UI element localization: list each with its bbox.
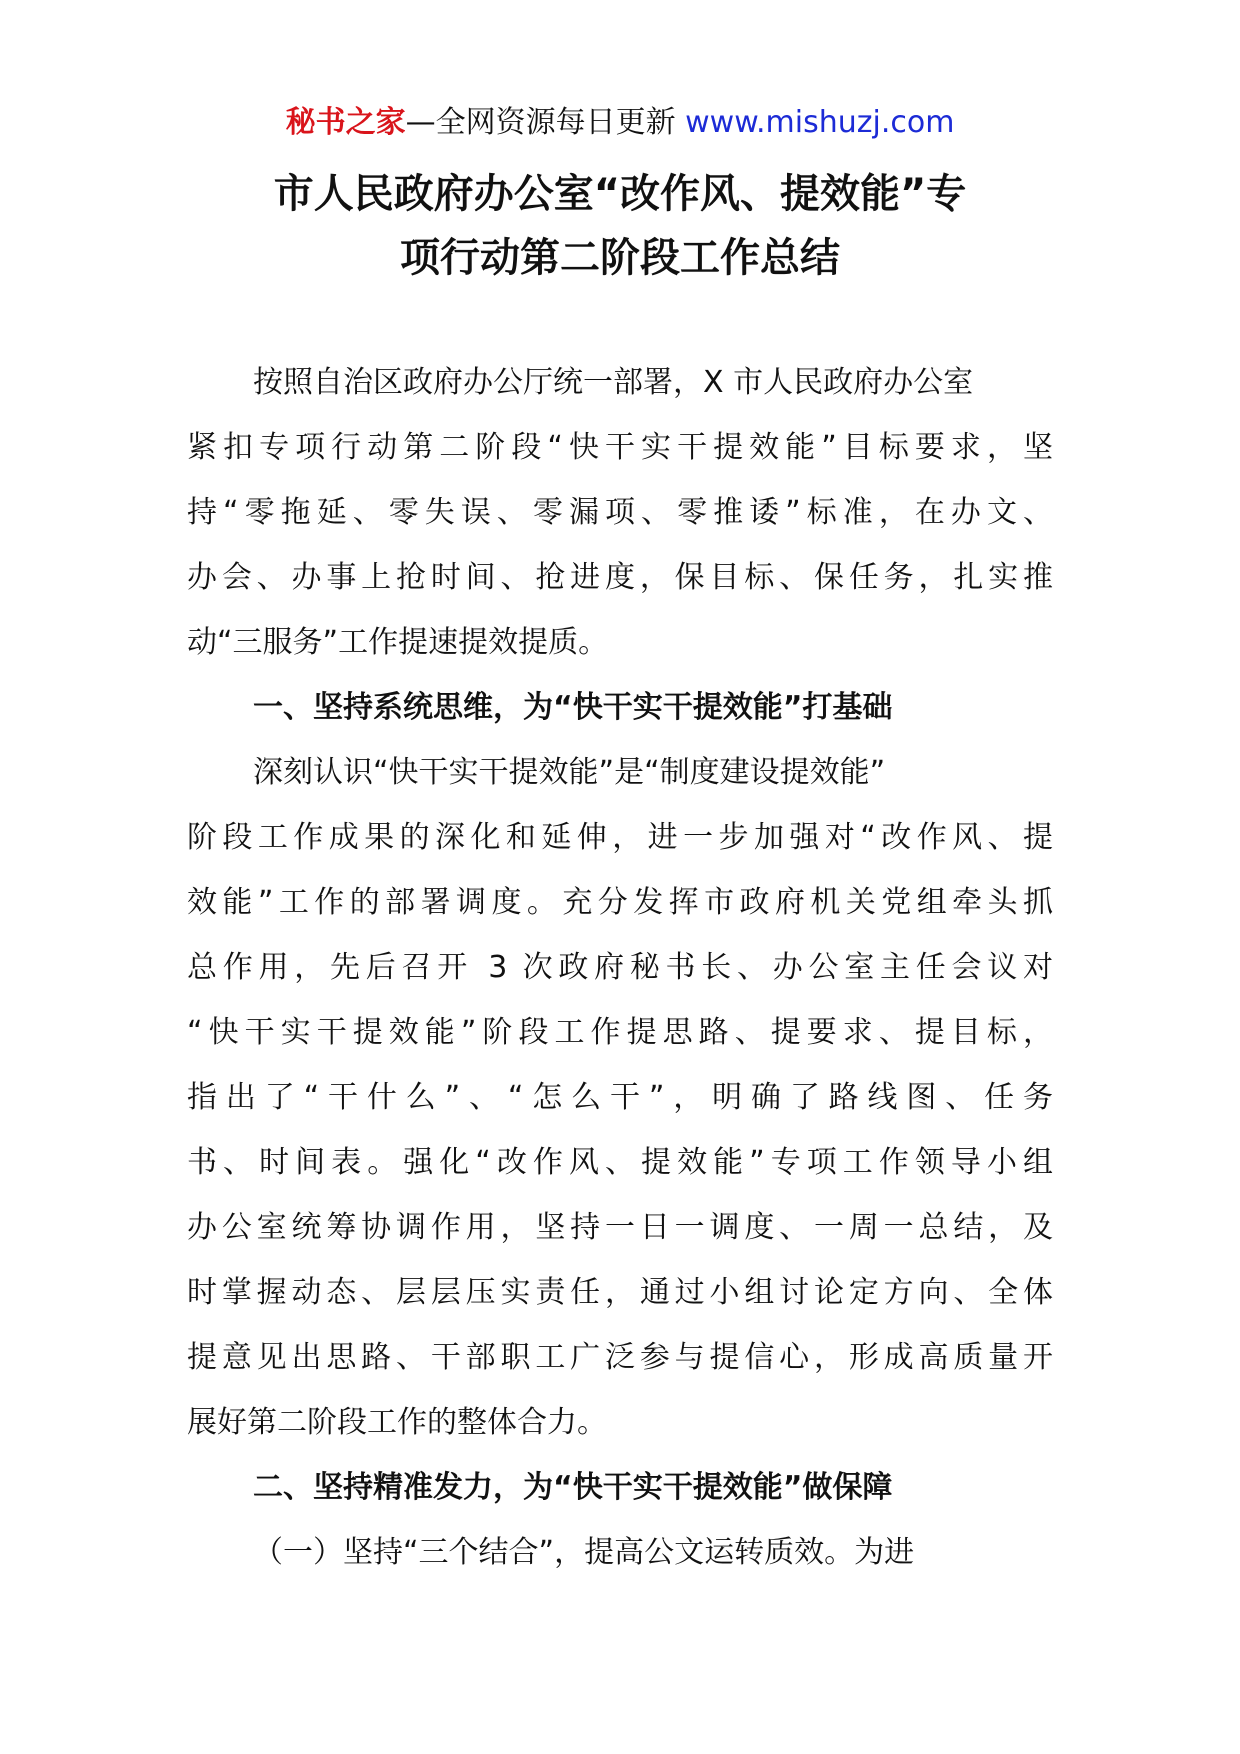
document-body <box>187 350 1053 1585</box>
section-1-line: 时掌握动态、层层压实责任，通过小组讨论定方向、全体 <box>187 1275 1053 1310</box>
section-1-heading: 一、坚持系统思维，为“快干实干提效能”打基础 <box>253 690 893 725</box>
title-line-1: 市人民政府办公室“改作风、提效能”专 <box>273 171 967 217</box>
intro-line: 紧扣专项行动第二阶段“快干实干提效能”目标要求，坚 <box>187 430 1053 465</box>
section-1-line: 深刻认识“快干实干提效能”是“制度建设提效能” <box>253 755 886 790</box>
section-2-subsection-line: （一）坚持“三个结合”，提高公文运转质效。为进 <box>253 1535 915 1570</box>
section-1-line: 效能”工作的部署调度。充分发挥市政府机关党组牵头抓 <box>187 885 1053 920</box>
section-1-line: 总作用，先后召开 3 次政府秘书长、办公室主任会议对 <box>187 950 1053 985</box>
section-2-heading: 二、坚持精准发力，为“快干实干提效能”做保障 <box>253 1470 893 1505</box>
title-line-2: 项行动第二阶段工作总结 <box>400 235 840 281</box>
header-slogan: —全网资源每日更新 <box>405 105 686 140</box>
section-1-line: “快干实干提效能”阶段工作提思路、提要求、提目标， <box>187 1015 1053 1050</box>
document-title <box>150 162 1090 290</box>
section-1-line: 指出了“干什么”、“怎么干”，明确了路线图、任务 <box>187 1080 1053 1115</box>
intro-line: 持“零拖延、零失误、零漏项、零推诿”标准，在办文、 <box>187 495 1053 530</box>
section-1-line: 书、时间表。强化“改作风、提效能”专项工作领导小组 <box>187 1145 1053 1180</box>
section-1-line: 阶段工作成果的深化和延伸，进一步加强对“改作风、提 <box>187 820 1053 855</box>
intro-line: 动“三服务”工作提速提效提质。 <box>187 625 609 660</box>
brand-name: 秘书之家 <box>285 105 406 140</box>
section-1-line: 展好第二阶段工作的整体合力。 <box>187 1405 607 1440</box>
site-url-link[interactable]: www.mishuzj.com <box>685 105 955 140</box>
site-header <box>0 100 1240 146</box>
intro-line: 按照自治区政府办公厅统一部署，X 市人民政府办公室 <box>253 365 974 400</box>
section-1-line: 提意见出思路、干部职工广泛参与提信心，形成高质量开 <box>187 1340 1053 1375</box>
intro-line: 办会、办事上抢时间、抢进度，保目标、保任务，扎实推 <box>187 560 1053 595</box>
section-1-line: 办公室统筹协调作用，坚持一日一调度、一周一总结，及 <box>187 1210 1053 1245</box>
